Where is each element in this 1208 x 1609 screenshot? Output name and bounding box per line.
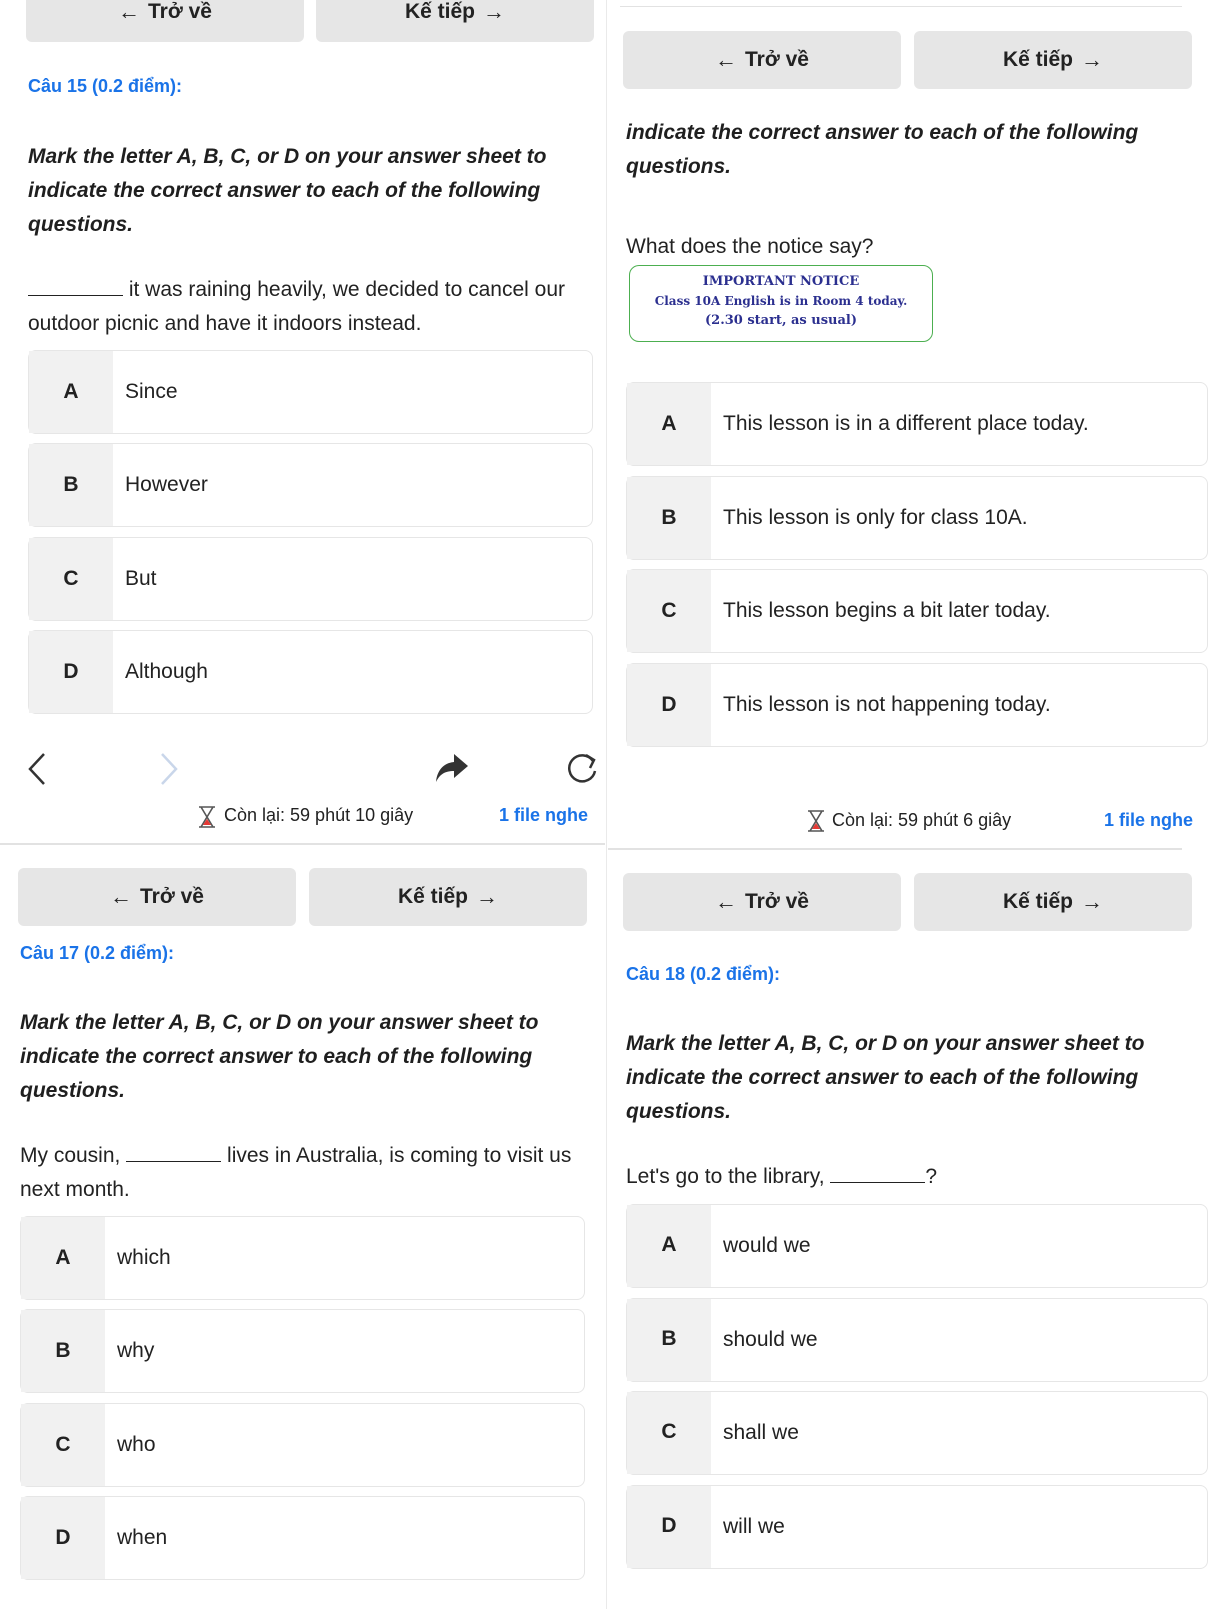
arrow-right-icon: → xyxy=(1081,889,1103,914)
back-label: Trở về xyxy=(745,890,809,913)
option-text: when xyxy=(117,1526,168,1549)
chevron-right-icon[interactable] xyxy=(156,750,182,788)
option-letter: C xyxy=(21,1404,105,1486)
audio-file-link[interactable]: 1 file nghe xyxy=(499,805,589,825)
option-letter: B xyxy=(29,444,113,526)
question-text-start: My cousin, xyxy=(20,1144,127,1167)
option-b[interactable] xyxy=(28,443,593,527)
option-a[interactable] xyxy=(626,382,1208,466)
option-letter: C xyxy=(627,570,711,652)
timer-text: Còn lại: 59 phút 10 giây xyxy=(224,805,414,825)
notice-heading: IMPORTANT NOTICE xyxy=(702,274,860,289)
back-button[interactable] xyxy=(18,868,296,926)
option-d[interactable] xyxy=(626,1485,1208,1569)
next-label: Kế tiếp xyxy=(1002,48,1073,71)
hourglass-icon xyxy=(197,806,217,828)
option-letter: D xyxy=(29,631,113,713)
option-text: Although xyxy=(125,660,208,683)
question-16-panel xyxy=(620,0,1194,866)
question-text-end: lives in Australia, is coming to visit us next month. xyxy=(20,1144,572,1201)
question-title: Câu 15 (0.2 điểm): xyxy=(28,76,183,96)
notice-image xyxy=(629,265,933,342)
next-button[interactable] xyxy=(316,0,594,42)
option-text: would we xyxy=(723,1234,811,1257)
option-letter: D xyxy=(21,1497,105,1579)
hourglass-icon xyxy=(806,810,826,832)
question-18-panel xyxy=(620,866,1182,1609)
question-text: What does the notice say? xyxy=(626,235,874,258)
answer-blank xyxy=(830,1162,925,1183)
back-button[interactable] xyxy=(623,873,901,931)
option-c[interactable] xyxy=(626,569,1208,653)
option-a[interactable] xyxy=(28,350,593,434)
question-text xyxy=(626,1160,1166,1194)
notice-line-2: (2.30 start, as usual) xyxy=(705,313,857,328)
question-15-panel xyxy=(0,0,620,866)
option-letter: A xyxy=(627,1205,711,1287)
answer-blank xyxy=(28,275,123,296)
option-text: But xyxy=(125,567,157,590)
notice-line-1: Class 10A English is in Room 4 today. xyxy=(654,294,908,308)
option-text: However xyxy=(125,473,208,496)
arrow-left-icon: ← xyxy=(715,47,738,72)
option-c[interactable] xyxy=(626,1391,1208,1475)
option-d[interactable] xyxy=(626,663,1208,747)
option-letter: C xyxy=(29,538,113,620)
back-label: Trở về xyxy=(745,48,809,71)
next-label: Kế tiếp xyxy=(397,885,468,908)
option-text: This lesson is in a different place today. xyxy=(723,412,1089,435)
next-button[interactable] xyxy=(309,868,587,926)
option-letter: B xyxy=(21,1310,105,1392)
divider xyxy=(608,848,1182,850)
divider xyxy=(0,843,605,845)
option-a[interactable] xyxy=(626,1204,1208,1288)
divider xyxy=(620,6,1182,7)
audio-file-link[interactable]: 1 file nghe xyxy=(1104,810,1194,830)
next-label: Kế tiếp xyxy=(1002,890,1073,913)
reload-icon[interactable] xyxy=(564,750,600,786)
option-text: should we xyxy=(723,1328,818,1351)
option-letter: A xyxy=(21,1217,105,1299)
option-d[interactable] xyxy=(20,1496,585,1580)
arrow-right-icon: → xyxy=(476,884,498,909)
option-letter: B xyxy=(627,1299,711,1381)
back-button[interactable] xyxy=(26,0,304,42)
option-b[interactable] xyxy=(626,1298,1208,1382)
option-text: why xyxy=(117,1339,155,1362)
option-letter: B xyxy=(627,477,711,559)
question-title: Câu 17 (0.2 điểm): xyxy=(20,943,175,963)
share-arrow-icon[interactable] xyxy=(434,752,470,784)
question-17-panel xyxy=(0,866,620,1609)
question-text-start: Let's go to the library, xyxy=(626,1165,831,1188)
option-text: This lesson begins a bit later today. xyxy=(723,599,1051,622)
column-divider xyxy=(606,0,607,1609)
next-button[interactable] xyxy=(914,31,1192,89)
question-text-body: it was raining heavily, we decided to cancel our outdoor picnic and have it indoors instead. xyxy=(28,278,566,335)
arrow-left-icon: ← xyxy=(118,0,141,24)
question-text xyxy=(28,273,598,341)
arrow-left-icon: ← xyxy=(110,884,133,909)
arrow-right-icon: → xyxy=(1081,47,1103,72)
instruction-text: indicate the correct answer to each of the following questions. xyxy=(626,121,1139,178)
answer-blank xyxy=(126,1141,221,1162)
option-letter: A xyxy=(627,383,711,465)
option-c[interactable] xyxy=(28,537,593,621)
instruction-text: Mark the letter A, B, C, or D on your answer sheet to indicate the correct answer to each of the following questions. xyxy=(626,1032,1145,1123)
back-label: Trở về xyxy=(140,885,204,908)
option-letter: A xyxy=(29,351,113,433)
back-button[interactable] xyxy=(623,31,901,89)
option-text: which xyxy=(117,1246,171,1269)
option-b[interactable] xyxy=(626,476,1208,560)
option-text: Since xyxy=(125,380,178,403)
question-text-end: ? xyxy=(925,1165,938,1188)
option-c[interactable] xyxy=(20,1403,585,1487)
question-text xyxy=(20,1139,590,1207)
option-text: This lesson is only for class 10A. xyxy=(723,506,1028,529)
option-text: shall we xyxy=(723,1421,799,1444)
chevron-left-icon[interactable] xyxy=(24,750,50,788)
option-letter: D xyxy=(627,1486,711,1568)
instruction-text: Mark the letter A, B, C, or D on your answer sheet to indicate the correct answer to each of the following questions. xyxy=(20,1011,539,1102)
next-button[interactable] xyxy=(914,873,1192,931)
back-label: Trở về xyxy=(148,0,212,23)
option-text: will we xyxy=(723,1515,785,1538)
timer-text: Còn lại: 59 phút 6 giây xyxy=(832,810,1012,830)
arrow-left-icon: ← xyxy=(715,889,738,914)
question-title: Câu 18 (0.2 điểm): xyxy=(626,964,781,984)
option-letter: C xyxy=(627,1392,711,1474)
option-b[interactable] xyxy=(20,1309,585,1393)
option-text: who xyxy=(117,1433,156,1456)
option-d[interactable] xyxy=(28,630,593,714)
arrow-right-icon: → xyxy=(483,0,505,24)
option-letter: D xyxy=(627,664,711,746)
option-text: This lesson is not happening today. xyxy=(723,693,1051,716)
option-a[interactable] xyxy=(20,1216,585,1300)
next-label: Kế tiếp xyxy=(404,0,475,23)
instruction-text: Mark the letter A, B, C, or D on your answer sheet to indicate the correct answer to each of the following questions. xyxy=(28,145,547,236)
